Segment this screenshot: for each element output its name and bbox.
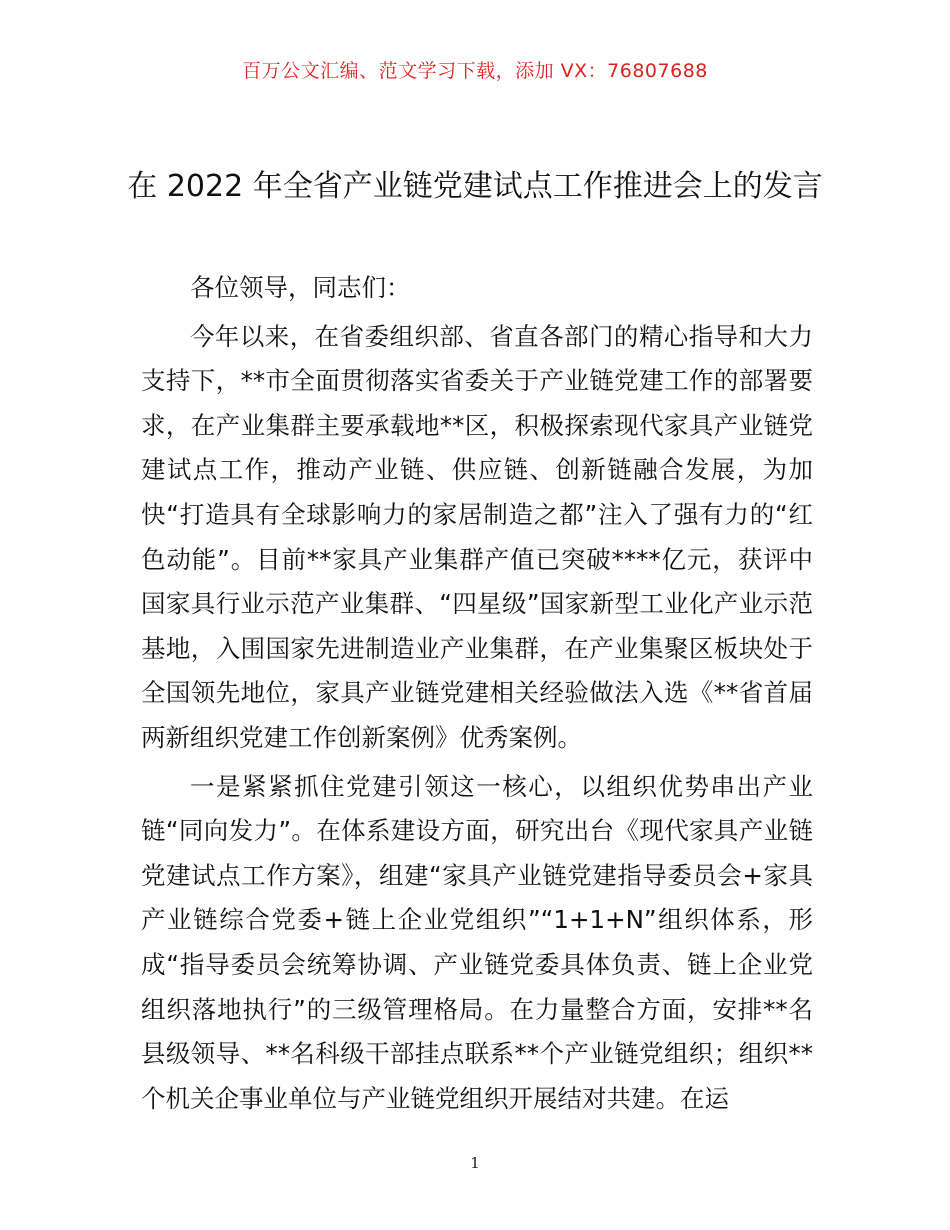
body-paragraph: 今年以来，在省委组织部、省直各部门的精心指导和大力支持下，**市全面贯彻落实省委关于产业链党建工作的部署要求，在产业集群主要承载地**区，积极探索现代家具产业链党建试点工作，推动产业链、供应链、创新链融合发展，为加快“打造具有全球影响力的家居制造之都”注入了强有力的“红色动能”。目前**家具产业集群产值已突破****亿元，获评中国家具行业示范产业集群、“四星级”国家新型工业化产业示范基地，入围国家先进制造业产业集群，在产业集聚区板块处于全国领先地位，家具产业链党建相关经验做法入选《**省首届两新组织党建工作创新案例》优秀案例。 (141, 321, 813, 752)
document-body (141, 266, 813, 1121)
salutation: 各位领导，同志们： (190, 273, 411, 302)
document-title: 在 2022 年全省产业链党建试点工作推进会上的发言 (127, 169, 823, 204)
page-number: 1 (470, 1154, 480, 1172)
body-paragraph: 一是紧紧抓住党建引领这一核心，以组织优势串出产业链“同向发力”。在体系建设方面，研究出台《现代家具产业链党建试点工作方案》，组建“家具产业链党建指导委员会+家具产业链综合党委+链上企业党组织”“1+1+N”组织体系，形成“指导委员会统筹协调、产业链党委具体负责、链上企业党组织落地执行”的三级管理格局。在力量整合方面，安排**名县级领导、**名科级干部挂点联系**个产业链党组织；组织**个机关企事业单位与产业链党组织开展结对共建。在运 (141, 771, 813, 1113)
header-contact-note: 百万公文汇编、范文学习下载，添加 VX：76807688 (242, 60, 708, 82)
